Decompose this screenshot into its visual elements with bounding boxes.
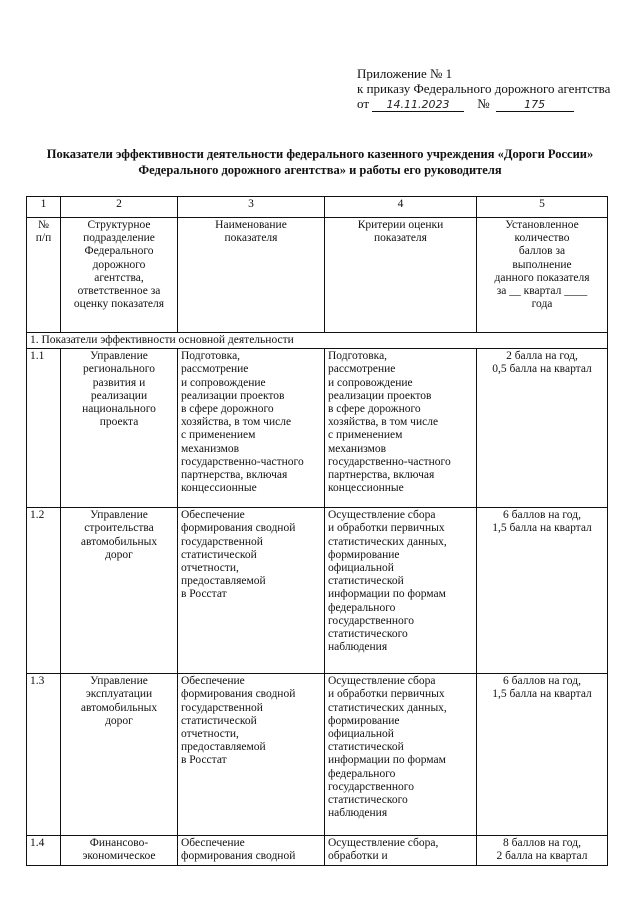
number-label: № — [477, 96, 490, 111]
appendix-block — [357, 66, 610, 112]
header-criteria: Критерии оценки показателя — [325, 218, 477, 333]
title-line-1: Показатели эффективности деятельности федерального казенного учреждения «Дороги России» — [46, 147, 594, 161]
from-label: от — [357, 96, 370, 111]
header-points: Установленное количество баллов за выполнение данного показателя за __ квартал ____ года — [477, 218, 608, 333]
table-row — [27, 836, 608, 866]
row-points: 6 баллов на год, 1,5 балла на квартал — [477, 674, 608, 836]
row-criteria: Осуществление сбора и обработки первичных статистических данных, формирование официальной статистической информации по формам федерального государственного статистического наблюдения — [325, 674, 477, 836]
row-criteria: Подготовка, рассмотрение и сопровождение реализации проектов в сфере дорожного хозяйства, в том числе с применением механизмов государственно-частного партнерства, включая концессионные — [325, 349, 477, 508]
column-number: 2 — [61, 197, 178, 218]
table-row — [27, 674, 608, 836]
title-line-2: Федерального дорожного агентства» и работы его руководителя — [138, 163, 502, 177]
row-num: 1.4 — [27, 836, 61, 866]
row-indicator: Обеспечение формирования сводной государственной статистической отчетности, предоставляемой в Росстат — [178, 508, 325, 674]
row-indicator: Обеспечение формирования сводной государственной статистической отчетности, предоставляемой в Росстат — [178, 674, 325, 836]
row-num: 1.1 — [27, 349, 61, 508]
header-indicator: Наименование показателя — [178, 218, 325, 333]
table-row — [27, 349, 608, 508]
appendix-date-line — [357, 96, 610, 112]
appendix-title: Приложение № 1 — [357, 66, 453, 81]
column-number: 4 — [325, 197, 477, 218]
appendix-order-ref: к приказу Федерального дорожного агентства — [357, 81, 611, 96]
row-num: 1.2 — [27, 508, 61, 674]
row-num: 1.3 — [27, 674, 61, 836]
header-num: № п/п — [27, 218, 61, 333]
column-header-row — [27, 218, 608, 333]
row-department: Управление регионального развития и реализации национального проекта — [61, 349, 178, 508]
column-number: 3 — [178, 197, 325, 218]
table-row — [27, 508, 608, 674]
row-points: 2 балла на год, 0,5 балла на квартал — [477, 349, 608, 508]
row-indicator: Обеспечение формирования сводной — [178, 836, 325, 866]
section-row — [27, 333, 608, 349]
row-department: Управление эксплуатации автомобильных дорог — [61, 674, 178, 836]
column-number: 5 — [477, 197, 608, 218]
row-criteria: Осуществление сбора и обработки первичных статистических данных, формирование официальной статистической информации по формам федерального государственного статистического наблюдения — [325, 508, 477, 674]
row-criteria: Осуществление сбора, обработки и — [325, 836, 477, 866]
row-indicator: Подготовка, рассмотрение и сопровождение реализации проектов в сфере дорожного хозяйства, в том числе с применением механизмов государственно-частного партнерства, включая концессионные — [178, 349, 325, 508]
column-number: 1 — [27, 197, 61, 218]
header-department: Структурное подразделение Федерального дорожного агентства, ответственное за оценку показателя — [61, 218, 178, 333]
row-points: 6 баллов на год, 1,5 балла на квартал — [477, 508, 608, 674]
row-points: 8 баллов на год, 2 балла на квартал — [477, 836, 608, 866]
indicators-table — [26, 196, 608, 866]
row-department: Управление строительства автомобильных дорог — [61, 508, 178, 674]
section-title: 1. Показатели эффективности основной деятельности — [27, 333, 608, 349]
handwritten-date: 14.11.2023 — [372, 99, 464, 112]
document-title — [20, 146, 620, 178]
handwritten-number: 175 — [496, 99, 574, 112]
column-number-row — [27, 197, 608, 218]
row-department: Финансово- экономическое — [61, 836, 178, 866]
